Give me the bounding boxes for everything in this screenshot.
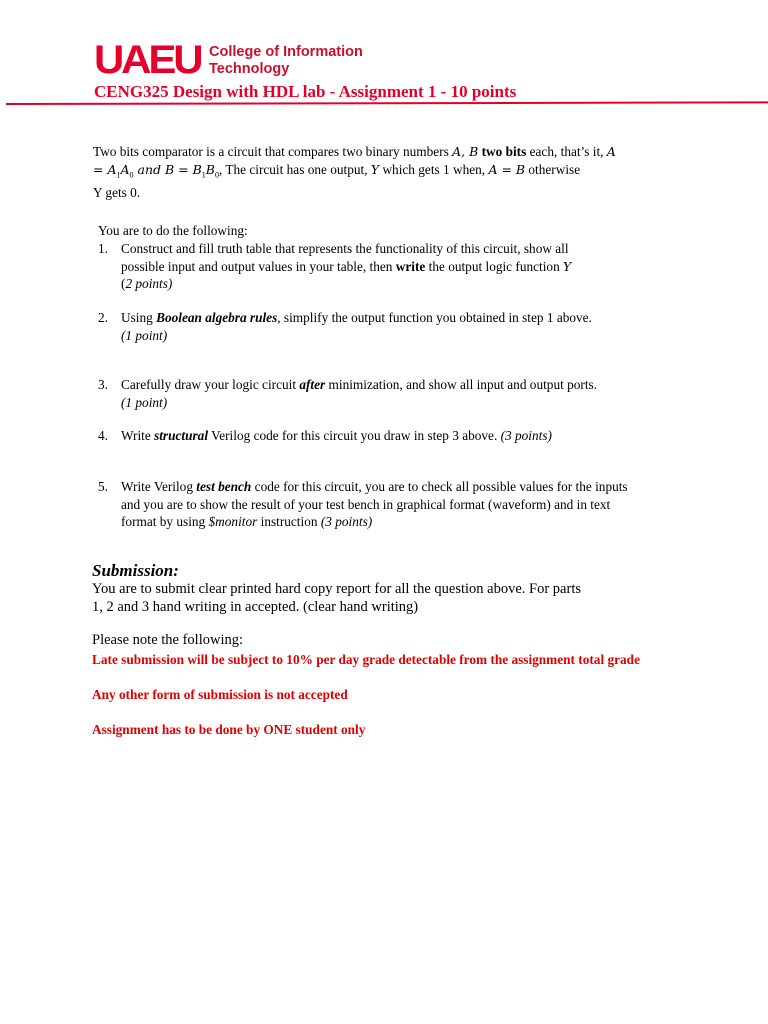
item-text-c: , simplify the output function you obtained in step 1 above.	[277, 310, 592, 325]
intro-text: which gets 1 when,	[379, 161, 489, 177]
item-text-e: instruction	[257, 514, 321, 529]
item-points: (1 point)	[121, 394, 168, 410]
submission-text: You are to submit clear printed hard copy report for all the question above. For parts 1, 2 and 3 hand writing in accepted. (clear hand writing)	[92, 581, 581, 615]
item-text	[121, 427, 651, 445]
item-points: (3 points)	[500, 428, 552, 443]
item-text-c: minimization, and show all input and output ports.	[325, 377, 598, 392]
math-a: A	[606, 144, 616, 159]
math-ab: A, B	[452, 144, 479, 159]
college-name-line2: Technology	[209, 61, 290, 77]
intro-line1	[93, 143, 668, 161]
math-a: A	[120, 161, 130, 177]
item-text-a: Write Verilog	[121, 479, 197, 494]
item-text-bold: test bench	[196, 479, 252, 494]
item-number: 4.	[98, 428, 108, 443]
item-text-bold: write	[395, 258, 426, 274]
item-number: 1.	[98, 241, 108, 256]
item-text	[121, 240, 611, 293]
item-text-a: Construct and fill truth table that represents the functionality of this circuit, show all possible input and output values in your table, then	[121, 241, 569, 274]
item-points: (1 point)	[121, 327, 168, 343]
math-sub: 0	[214, 170, 219, 180]
intro-text: each, that’s it,	[526, 144, 607, 159]
intro-line2	[93, 161, 668, 184]
item-points: 2 points)	[125, 276, 173, 291]
intro-text: otherwise	[525, 161, 581, 177]
intro-bold: two bits	[478, 144, 527, 159]
item-points: (3 points)	[320, 514, 373, 529]
math-b: B	[205, 161, 215, 177]
item-number: 5.	[98, 479, 108, 494]
math-eq: and B = B	[133, 161, 202, 177]
college-name	[209, 44, 363, 78]
item-text-a: Using	[121, 310, 157, 325]
item-text-a: Write	[121, 428, 155, 443]
item-text-c: Verilog code for this circuit you draw in step 3 above.	[208, 428, 501, 443]
item-text-bold: Boolean algebra rules	[156, 310, 278, 325]
tasks-lead: You are to do the following:	[98, 223, 248, 238]
item-number: 2.	[98, 310, 108, 325]
college-name-line1: College of Information	[209, 44, 363, 60]
item-text-bold: after	[299, 377, 326, 392]
item-text-c: the output logic function	[425, 258, 564, 274]
note-lead: Please note the following:	[92, 632, 244, 648]
item-text	[121, 309, 651, 344]
submission-form-warning: Any other form of submission is not accepted	[92, 687, 348, 702]
item-text-bold: structural	[154, 428, 209, 443]
uaeu-logo: UAEU	[94, 38, 201, 82]
math-y: Y	[370, 161, 380, 177]
intro-paragraph	[93, 143, 668, 201]
header-divider	[6, 101, 768, 105]
item-text-a: Carefully draw your logic circuit	[121, 377, 300, 392]
single-student-warning: Assignment has to be done by ONE student only	[92, 722, 366, 737]
item-points-open: (	[121, 276, 126, 291]
late-submission-warning: Late submission will be subject to 10% per day grade detectable from the assignment total grade	[92, 652, 640, 667]
math-sub: 0	[129, 170, 134, 180]
math-sub: 1	[116, 170, 121, 180]
item-text	[121, 376, 651, 411]
math-aeqb: A = B	[488, 161, 526, 177]
intro-text: , The circuit has one output,	[218, 161, 371, 177]
item-text-code: $monitor	[208, 514, 258, 529]
math-eq: = A	[93, 161, 117, 177]
item-text	[121, 478, 646, 531]
math-sub: 1	[201, 170, 206, 180]
intro-text: Two bits comparator is a circuit that compares two binary numbers	[93, 144, 453, 159]
submission-heading: Submission:	[92, 561, 179, 580]
item-text-c: code for this circuit, you are to check all possible values for the inputs and you are to show the result of your test bench in graphical format (waveform) and in text format by using	[121, 479, 628, 529]
intro-line3: Y gets 0.	[93, 184, 141, 200]
course-title: CENG325 Design with HDL lab - Assignment 1 - 10 points	[94, 82, 517, 101]
item-number: 3.	[98, 377, 108, 392]
math-y: Y	[563, 258, 572, 274]
